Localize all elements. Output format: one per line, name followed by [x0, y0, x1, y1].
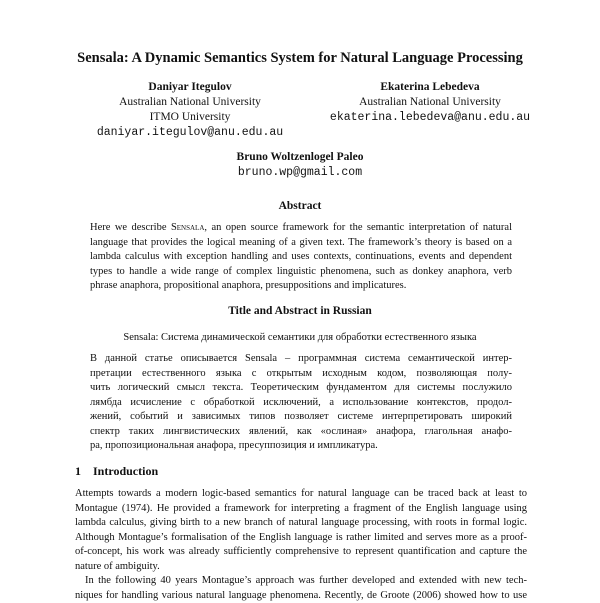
abstract-line: language that provides the logical meaning of a given text. The framework’s theory is based on a	[90, 236, 512, 251]
author-name: Bruno Woltzenlogel Paleo	[150, 150, 450, 165]
russian-line: В данной статье описывается Sensala – программная система семантической интер-	[90, 352, 512, 367]
body-line: Attempts towards a modern logic-based semantics for natural language can be traced back at least to	[75, 487, 527, 502]
body-line: Montague (1974). He provided a framework for interpreting a fragment of the English language using	[75, 502, 527, 517]
abstract-line: phrase anaphora, propositional anaphora, presuppositions and implicatures.	[90, 279, 512, 294]
author-name: Daniyar Itegulov	[80, 80, 300, 95]
russian-line: чить логический смысл текста. Теоретическим фундаментом для системы послужило	[90, 381, 512, 396]
body-line: of-concept, his work was already sufficiently comprehensive to represent quantification and capture the	[75, 545, 527, 560]
author-block-3	[150, 150, 450, 180]
russian-line: лямбда исчисление с обработкой исключений, а использование контекстов, продол-	[90, 396, 512, 411]
russian-abstract-text	[90, 352, 512, 454]
russian-line: ра, пропозициональная анафора, пресуппозиция и импликатура.	[90, 439, 512, 454]
intro-paragraph-2	[75, 574, 527, 603]
body-line: nature of ambiguity.	[75, 560, 527, 575]
body-line: In the following 40 years Montague’s approach was further developed and extended with new tech-	[75, 574, 527, 589]
abstract-text	[90, 221, 512, 294]
abstract-line: types to handle a wide range of complex linguistic phenomena, such as donkey anaphora, verb	[90, 265, 512, 280]
section-title: Introduction	[93, 464, 158, 478]
author-email: ekaterina.lebedeva@anu.edu.au	[310, 110, 550, 125]
abstract-line: lambda calculus with exception handling and uses contexts, continuations, events and dependent	[90, 250, 512, 265]
author-email: daniyar.itegulov@anu.edu.au	[80, 125, 300, 140]
russian-heading: Title and Abstract in Russian	[0, 305, 600, 317]
abstract-heading: Abstract	[0, 200, 600, 212]
body-line: Although Montague’s formalisation of the English language is rather limited and serves more as a proof-	[75, 531, 527, 546]
abstract-line: Here we describe Sensala, an open source framework for the semantic interpretation of natural	[90, 221, 512, 236]
author-email: bruno.wp@gmail.com	[150, 165, 450, 180]
author-name: Ekaterina Lebedeva	[310, 80, 550, 95]
body-line: niques for handling various natural language phenomena. Recently, de Groote (2006) showed how to use	[75, 589, 527, 603]
intro-paragraph-1	[75, 487, 527, 574]
paper-title: Sensala: A Dynamic Semantics System for Natural Language Processing	[0, 50, 600, 67]
russian-line: претации естественного языка с открытым исходным кодом, позволяющая полу-	[90, 367, 512, 382]
author-affiliation: ITMO University	[80, 110, 300, 125]
section-heading-introduction	[75, 464, 158, 479]
author-block-1	[80, 80, 300, 140]
author-block-2	[310, 80, 550, 125]
russian-line: жений, событий и зависимых типов позволяет системе интерпретировать широкий	[90, 410, 512, 425]
author-affiliation: Australian National University	[310, 95, 550, 110]
russian-line: спектр таких лингвистических явлений, как «ослиная» анафора, глагольная анафо-	[90, 425, 512, 440]
author-affiliation: Australian National University	[80, 95, 300, 110]
section-number: 1	[75, 464, 93, 479]
body-line: lambda calculus, giving birth to a new branch of natural language processing, with roots in formal logic.	[75, 516, 527, 531]
russian-title: Sensala: Система динамической семантики для обработки естественного языка	[0, 332, 600, 343]
